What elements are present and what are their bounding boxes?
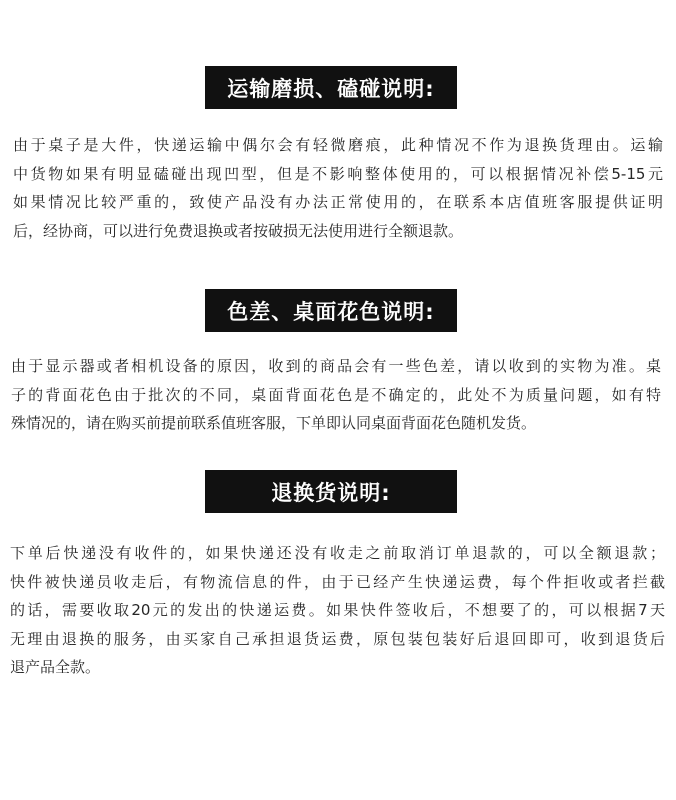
paragraph-damage <box>13 131 663 245</box>
text-line: 子的背面花色由于批次的不同，桌面背面花色是不确定的，此处不为质量问题，如有特 <box>11 385 661 404</box>
text-line: 殊情况的，请在购买前提前联系值班客服，下单即认同桌面背面花色随机发货。 <box>11 414 537 432</box>
paragraph-color <box>11 352 661 438</box>
section-title-damage: 运输磨损、磕碰说明: <box>205 66 457 109</box>
text-line: 中货物如果有明显磕碰出现凹型，但是不影响整体使用的，可以根据情况补偿5-15元 <box>13 164 663 183</box>
text-line: 由于显示器或者相机设备的原因，收到的商品会有一些色差，请以收到的实物为准。桌 <box>11 357 661 375</box>
text-line: 如果情况比较严重的，致使产品没有办法正常使用的，在联系本店值班客服提供证明 <box>13 193 663 211</box>
text-line: 下单后快递没有收件的，如果快递还没有收走之前取消订单退款的，可以全额退款； <box>10 544 665 562</box>
text-line: 退产品全款。 <box>10 658 101 676</box>
text-line: 由于桌子是大件，快递运输中偶尔会有轻微磨痕，此种情况不作为退换货理由。运输 <box>13 136 663 154</box>
text-line: 后，经协商，可以进行免费退换或者按破损无法使用进行全额退款。 <box>13 221 464 240</box>
section-title-color: 色差、桌面花色说明: <box>205 289 457 332</box>
text-line: 快件被快递员收走后，有物流信息的件，由于已经产生快递运费，每个件拒收或者拦截 <box>10 572 665 591</box>
section-title-returns: 退换货说明: <box>205 470 457 513</box>
text-line: 的话，需要收取20元的发出的快递运费。如果快件签收后，不想要了的，可以根据7天 <box>10 601 665 619</box>
paragraph-returns <box>10 539 665 682</box>
text-line: 无理由退换的服务，由买家自己承担退货运费，原包装包装好后退回即可，收到退货后 <box>10 629 665 648</box>
